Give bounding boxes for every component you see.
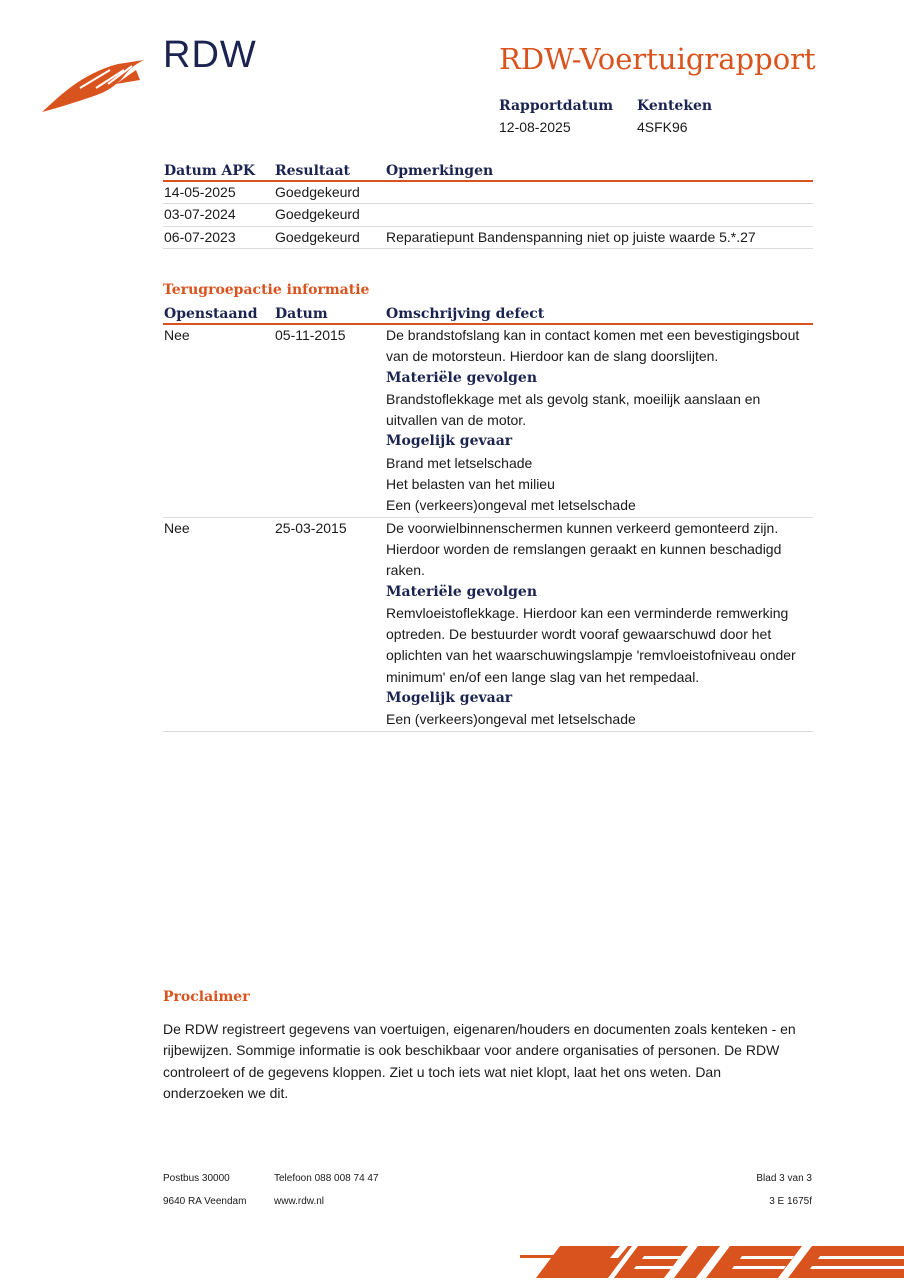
apk-result: Goedgekeurd xyxy=(275,206,360,223)
footer-city: 9640 RA Veendam xyxy=(163,1196,247,1207)
apk-remark xyxy=(385,204,813,226)
recall-col-date: Datum xyxy=(275,306,328,322)
report-title: RDW-Voertuigrapport xyxy=(499,42,816,76)
apk-col-date: Datum APK xyxy=(164,163,256,179)
report-date-value: 12-08-2025 xyxy=(499,119,571,135)
apk-result: Goedgekeurd xyxy=(275,184,360,200)
material-consequences-label: Materiële gevolgen xyxy=(386,583,538,600)
danger-item: Een (verkeers)ongeval met letselschade xyxy=(386,497,636,514)
footer-page-number: Blad 3 van 3 xyxy=(756,1173,812,1184)
report-date-label: Rapportdatum xyxy=(499,98,614,114)
apk-result: Goedgekeurd xyxy=(275,228,360,245)
danger-item: Brand met letselschade xyxy=(386,454,533,471)
apk-table xyxy=(163,159,813,249)
material-consequences-text: Brandstoflekkage met als gevolg stank, moeilijk aanslaan en uitvallen van de motor. xyxy=(386,390,761,429)
apk-col-remarks: Opmerkingen xyxy=(386,163,494,179)
table-row xyxy=(163,517,813,731)
footer-postbus: Postbus 30000 xyxy=(163,1173,230,1184)
plate-value: 4SFK96 xyxy=(637,119,688,135)
danger-item: Een (verkeers)ongeval met letselschade xyxy=(386,711,636,728)
defect-description: De brandstofslang kan in contact komen met een bevestigingsbout van de motorsteun. Hierdoor kan de slang doorslijten. xyxy=(386,327,800,365)
apk-remark xyxy=(385,181,813,204)
apk-remark: Reparatiepunt Bandenspanning niet op juiste waarde 5.*.27 xyxy=(386,228,756,245)
rdw-logo-icon xyxy=(40,58,148,114)
apk-date: 03-07-2024 xyxy=(164,206,236,223)
footer-phone: Telefoon 088 008 74 47 xyxy=(274,1173,379,1184)
material-consequences-text: Remvloeistoflekkage. Hierdoor kan een verminderde remwerking optreden. De bestuurder wordt vooraf gewaarschuwd door het oplichten van het waarschuwingslampje 'remvloeistofniveau onder minimum' en/of een lange slag van het rempedaal. xyxy=(386,604,796,685)
recall-open: Nee xyxy=(164,519,190,536)
footer-doc-code: 3 E 1675f xyxy=(769,1196,812,1207)
table-row xyxy=(163,226,813,248)
apk-header-row xyxy=(163,159,813,181)
recall-defect xyxy=(385,324,813,517)
defect-description: De voorwielbinnenschermen kunnen verkeerd gemonteerd zijn. Hierdoor worden de remslangen geraakt en kunnen beschadigd raken. xyxy=(386,519,782,579)
recall-date: 05-11-2015 xyxy=(275,327,346,343)
recall-header-row xyxy=(163,302,813,324)
recall-col-description: Omschrijving defect xyxy=(386,306,545,322)
apk-col-result: Resultaat xyxy=(275,163,350,179)
recall-defect xyxy=(385,517,813,731)
apk-date: 06-07-2023 xyxy=(164,228,236,245)
table-row xyxy=(163,204,813,226)
logo-text: RDW xyxy=(163,34,257,76)
possible-danger-label: Mogelijk gevaar xyxy=(386,433,513,450)
recall-table xyxy=(163,302,813,732)
plate-label: Kenteken xyxy=(637,98,713,114)
possible-danger-label: Mogelijk gevaar xyxy=(386,690,513,707)
recall-heading: Terugroepactie informatie xyxy=(163,282,370,298)
apk-date: 14-05-2025 xyxy=(164,184,236,200)
footer-stripes-icon xyxy=(520,1244,904,1280)
danger-item: Het belasten van het milieu xyxy=(386,476,555,493)
proclaimer-text: De RDW registreert gegevens van voertuigen, eigenaren/houders en documenten zoals kenteken - en rijbewijzen. Sommige informatie is ook beschikbaar voor andere organisaties of personen. De RDW controleert of de gegevens kloppen. Ziet u toch iets wat niet klopt, laat het ons weten. Dan onderzoeken we dit. xyxy=(163,1021,796,1101)
recall-open: Nee xyxy=(164,327,190,343)
footer-website: www.rdw.nl xyxy=(274,1196,325,1207)
recall-date: 25-03-2015 xyxy=(275,519,347,536)
table-row xyxy=(163,181,813,204)
table-row xyxy=(163,324,813,517)
material-consequences-label: Materiële gevolgen xyxy=(386,369,538,386)
recall-col-open: Openstaand xyxy=(164,306,258,322)
proclaimer-heading: Proclaimer xyxy=(163,989,250,1005)
